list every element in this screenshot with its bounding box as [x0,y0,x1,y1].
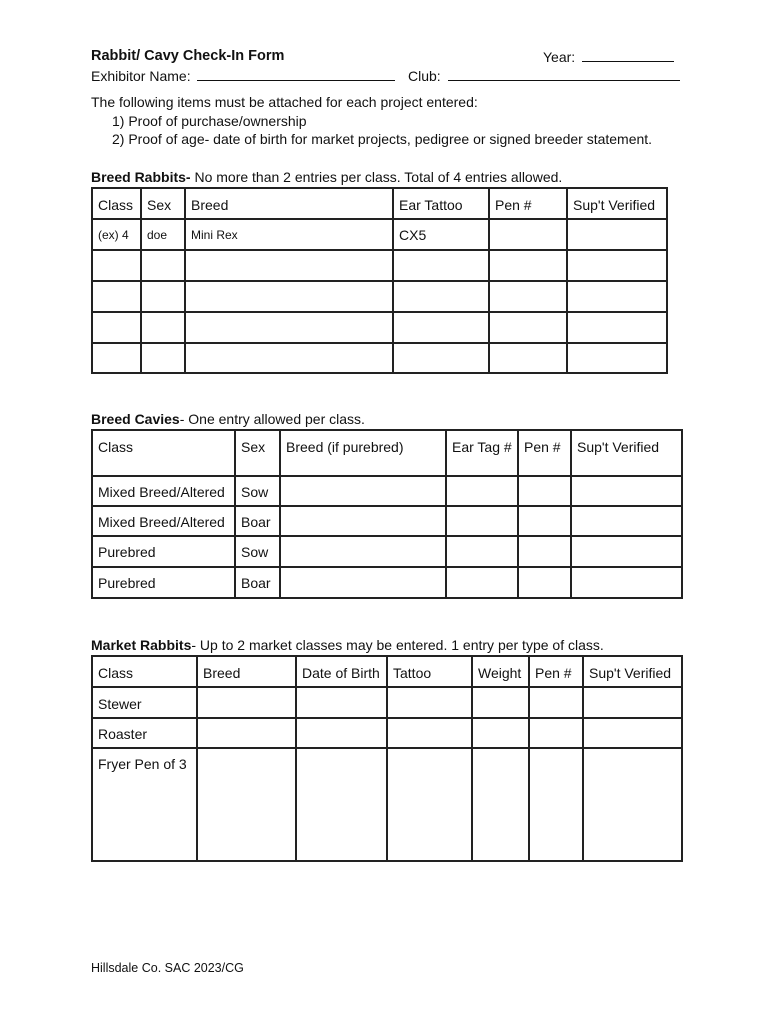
breed-rabbits-heading: Breed Rabbits- No more than 2 entries per class. Total of 4 entries allowed. [91,169,563,185]
example-row [92,219,667,250]
year-label: Year: [543,49,576,65]
table-header-row [92,430,682,476]
column-header: Weight [472,656,529,687]
column-header: Breed (if purebred) [280,430,446,476]
market-rabbits-heading: Market Rabbits- Up to 2 market classes may be entered. 1 entry per type of class. [91,637,604,653]
class-cell: Mixed Breed/Altered [92,506,235,536]
column-header: Pen # [529,656,583,687]
exhibitor-line [197,67,395,81]
column-header: Sex [235,430,280,476]
requirement-item: 1) Proof of purchase/ownership [112,113,307,129]
column-header: Pen # [489,188,567,219]
column-header: Breed [197,656,296,687]
column-header: Pen # [518,430,571,476]
table-row[interactable] [92,506,682,536]
year-line [582,48,674,62]
class-cell: Stewer [92,687,197,718]
column-header: Sup't Verified [567,188,667,219]
table-header-row [92,656,682,687]
footer-text: Hillsdale Co. SAC 2023/CG [91,961,244,975]
table-cell: Mini Rex [185,219,393,250]
sex-cell: Sow [235,476,280,506]
class-cell: Mixed Breed/Altered [92,476,235,506]
table-cell [489,219,567,250]
table-row[interactable] [92,312,667,343]
breed-cavies-heading: Breed Cavies- One entry allowed per class. [91,411,365,427]
sex-cell: Boar [235,567,280,598]
table-row[interactable] [92,476,682,506]
form-title: Rabbit/ Cavy Check-In Form [91,48,285,64]
club-label: Club: [408,68,441,84]
column-header: Class [92,188,141,219]
table-cell [567,219,667,250]
club-field[interactable] [408,67,680,84]
requirements-intro: The following items must be attached for each project entered: [91,94,478,110]
club-line [448,67,680,81]
table-cell: doe [141,219,185,250]
table-row[interactable] [92,748,682,861]
column-header: Sex [141,188,185,219]
class-cell: Fryer Pen of 3 [92,748,197,861]
table-header-row [92,188,667,219]
class-cell: Purebred [92,567,235,598]
table-row[interactable] [92,250,667,281]
table-cell: (ex) 4 [92,219,141,250]
breed-cavies-table [91,429,683,599]
table-cell: CX5 [393,219,489,250]
requirement-item: 2) Proof of age- date of birth for market projects, pedigree or signed breeder statement. [112,131,653,147]
market-rabbits-table [91,655,683,862]
class-cell: Purebred [92,536,235,567]
table-row[interactable] [92,536,682,567]
column-header: Ear Tattoo [393,188,489,219]
requirements-list [112,112,652,148]
column-header: Breed [185,188,393,219]
class-cell: Roaster [92,718,197,748]
column-header: Ear Tag # [446,430,518,476]
table-row[interactable] [92,567,682,598]
year-field[interactable] [543,48,674,65]
sex-cell: Sow [235,536,280,567]
column-header: Date of Birth [296,656,387,687]
column-header: Class [92,656,197,687]
table-row[interactable] [92,687,682,718]
breed-rabbits-table [91,187,668,374]
column-header: Class [92,430,235,476]
exhibitor-label: Exhibitor Name: [91,68,191,84]
column-header: Tattoo [387,656,472,687]
column-header: Sup't Verified [571,430,682,476]
column-header: Sup't Verified [583,656,682,687]
table-row[interactable] [92,718,682,748]
sex-cell: Boar [235,506,280,536]
exhibitor-name-field[interactable] [91,67,395,84]
table-row[interactable] [92,281,667,312]
table-row[interactable] [92,343,667,373]
